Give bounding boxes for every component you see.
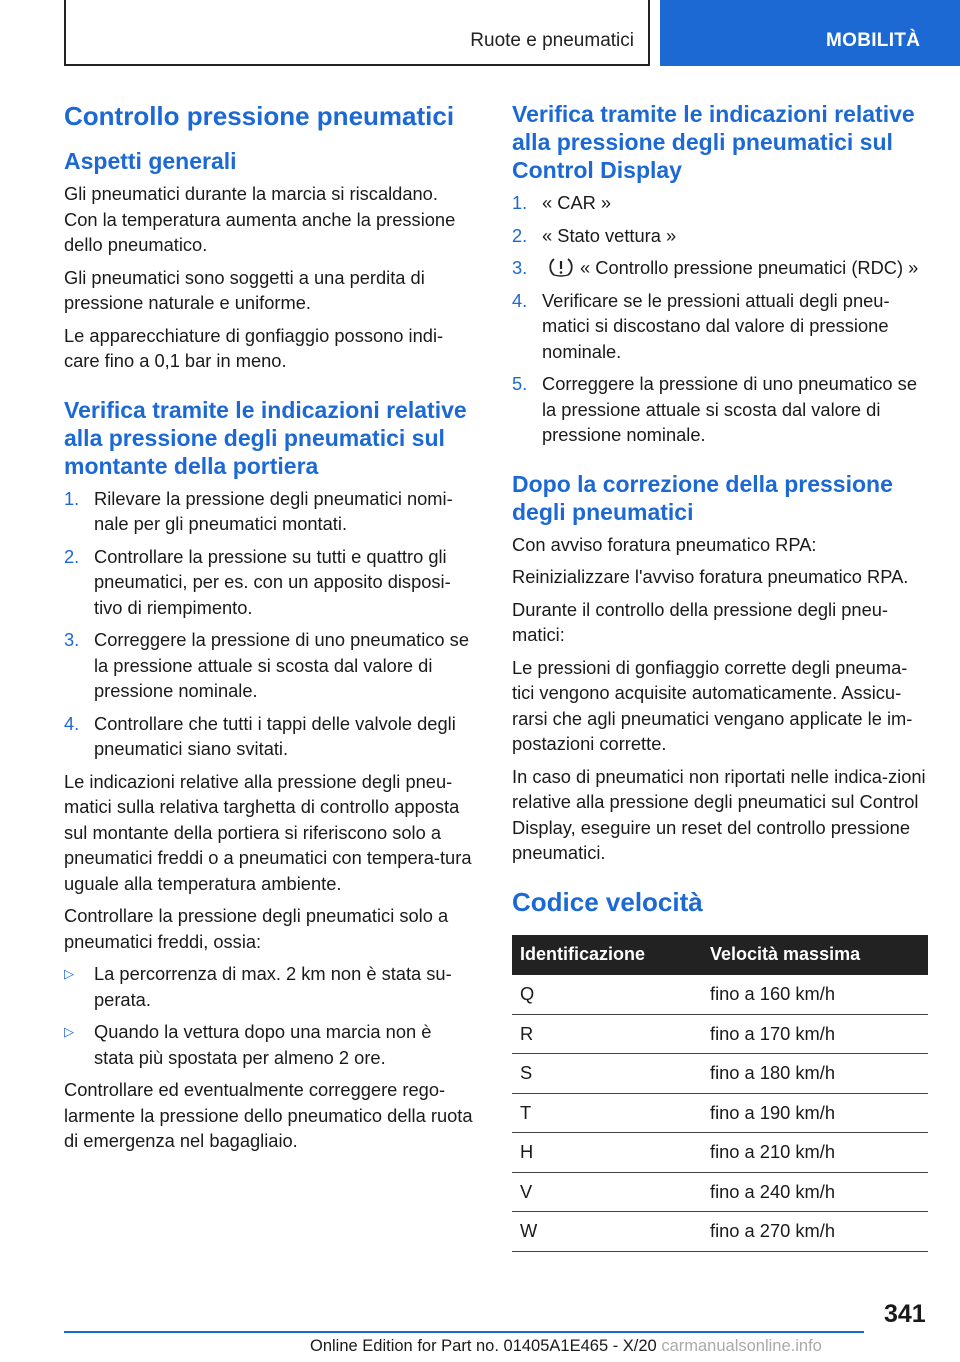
speed-code: R: [512, 1014, 702, 1054]
after-paragraph-5: In caso di pneumatici non riportati nelle indica-zioni relative alla pressione degli pneumatici sul Control Display, eseguire un reset del controllo pressione pneumatici.: [512, 765, 926, 863]
max-speed: fino a 160 km/h: [702, 975, 928, 1015]
max-speed: fino a 180 km/h: [702, 1054, 928, 1094]
speed-code: H: [512, 1133, 702, 1173]
page-title: Controllo pressione pneumatici: [64, 101, 455, 131]
footer-watermark: carmanualsonline.info: [661, 1337, 822, 1355]
list-item: [64, 1019, 476, 1070]
max-speed: fino a 270 km/h: [702, 1212, 928, 1252]
door-paragraph-3: Controllare ed eventualmente correggere rego-larmente la pressione dello pneumatico della ruota di emergenza nel bagagliaio.: [64, 1079, 473, 1151]
step-number: 2.: [64, 545, 80, 567]
list-item: [64, 711, 476, 762]
step-text: Rilevare la pressione degli pneumatici nomi-nale per gli pneumatici montati.: [94, 487, 453, 534]
column-header-identification: Identificazione: [512, 935, 702, 975]
step-number: 5.: [512, 373, 528, 394]
table-row: [512, 1014, 928, 1054]
table-header-row: [512, 935, 928, 975]
speed-code: S: [512, 1054, 702, 1094]
list-item: [64, 627, 476, 704]
max-speed: fino a 210 km/h: [702, 1133, 928, 1173]
door-paragraph-1: Le indicazioni relative alla pressione degli pneu-matici sulla relativa targhetta di controllo apposta sul montante della portiera si riferiscono solo a pneumatici freddi o a pneumatici con tempera-tura uguale alla temperatura ambiente.: [64, 770, 472, 894]
list-item: [512, 255, 928, 281]
step-number: 2.: [512, 224, 528, 246]
bullet-text: Quando la vettura dopo una marcia non è stata più spostata per almeno 2 ore.: [94, 1021, 432, 1068]
bullet-text: La percorrenza di max. 2 km non è stata su-perata.: [94, 963, 452, 1010]
step-text: « Stato vettura »: [542, 224, 677, 246]
speed-code-heading: Codice velocità: [512, 886, 703, 917]
header-chapter-tab: [660, 0, 960, 66]
table-row: [512, 1054, 928, 1094]
display-heading: Verifica tramite le indicazioni relative alla pressione degli pneumatici sul Control Display: [512, 101, 915, 183]
step-text: Correggere la pressione di uno pneumatico se la pressione attuale si scosta dal valore di pressione nominale.: [542, 373, 917, 445]
general-paragraph-2: Gli pneumatici sono soggetti a una perdita di pressione naturale e uniforme.: [64, 266, 425, 313]
footer-edition-line: [310, 1337, 822, 1356]
list-item: [64, 961, 476, 1012]
list-item: [512, 288, 928, 365]
list-item: [512, 223, 928, 249]
footer-divider: [64, 1331, 864, 1333]
display-steps-list: [512, 190, 928, 448]
max-speed: fino a 240 km/h: [702, 1172, 928, 1212]
door-paragraph-2: Controllare la pressione degli pneumatici solo a pneumatici freddi, ossia:: [64, 905, 449, 952]
left-column: [64, 100, 476, 1161]
step-text: « CAR »: [542, 192, 612, 213]
list-item: [512, 190, 928, 216]
speed-code: W: [512, 1212, 702, 1252]
table-row: [512, 1093, 928, 1133]
step-text: Correggere la pressione di uno pneumatico se la pressione attuale si scosta dal valore di pressione nominale.: [94, 629, 469, 701]
list-item: [64, 544, 476, 621]
speed-code: Q: [512, 975, 702, 1015]
step-number: 3.: [64, 629, 80, 650]
after-paragraph-3: Durante il controllo della pressione degli pneu-matici:: [512, 598, 889, 645]
general-paragraph-3: Le apparecchiature di gonfiaggio possono indi-care fino a 0,1 bar in meno.: [64, 324, 444, 371]
footer-edition: Online Edition for Part no. 01405A1E465 - X/20: [310, 1337, 657, 1355]
door-steps-list: [64, 486, 476, 762]
speed-code: T: [512, 1093, 702, 1133]
step-number: 4.: [512, 289, 528, 311]
after-paragraph-2: Reinizializzare l'avviso foratura pneumatico RPA.: [512, 566, 909, 587]
general-heading: Aspetti generali: [64, 148, 237, 174]
general-paragraph-1: Gli pneumatici durante la marcia si riscaldano. Con la temperatura aumenta anche la pressione dello pneumatico.: [64, 183, 456, 255]
speed-code-table: [512, 935, 928, 1252]
header-chapter-title: MOBILITÀ: [826, 30, 921, 51]
step-text: Verificare se le pressioni attuali degli pneu-matici si discostano dal valore di pressione nominale.: [542, 289, 890, 362]
max-speed: fino a 170 km/h: [702, 1014, 928, 1054]
after-paragraph-1: Con avviso foratura pneumatico RPA:: [512, 533, 817, 555]
table-row: [512, 1172, 928, 1212]
max-speed: fino a 190 km/h: [702, 1093, 928, 1133]
page-number: 341: [884, 1300, 926, 1328]
step-number: 1.: [64, 487, 80, 509]
header-frame: [64, 0, 650, 66]
door-heading: Verifica tramite le indicazioni relative alla pressione degli pneumatici sul montante della portiera: [64, 396, 467, 479]
tire-pressure-warning-icon: [548, 257, 574, 277]
list-item: [64, 486, 476, 537]
step-number: 4.: [64, 712, 80, 734]
after-heading: Dopo la correzione della pressione degli pneumatici: [512, 470, 893, 525]
table-row: [512, 975, 928, 1015]
table-row: [512, 1212, 928, 1252]
list-item: [512, 371, 928, 448]
column-header-max-speed: Velocità massima: [702, 935, 928, 975]
speed-code: V: [512, 1172, 702, 1212]
step-text: Controllare che tutti i tappi delle valvole degli pneumatici siano svitati.: [94, 712, 456, 759]
header-section-title: Ruote e pneumatici: [470, 30, 634, 51]
step-text: « Controllo pressione pneumatici (RDC) »: [580, 257, 919, 278]
step-number: 1.: [512, 192, 528, 213]
door-bullets-list: [64, 961, 476, 1070]
right-column: [512, 100, 928, 1252]
step-number: 3.: [512, 257, 528, 278]
table-row: [512, 1133, 928, 1173]
triangle-bullet-icon: ▷: [64, 966, 74, 981]
after-paragraph-4: Le pressioni di gonfiaggio corrette degli pneuma-tici vengono acquisite automaticamente. Assicu-rarsi che agli pneumatici vengano applicate le im-postazioni corrette.: [512, 656, 913, 754]
triangle-bullet-icon: ▷: [64, 1024, 74, 1039]
step-text: Controllare la pressione su tutti e quattro gli pneumatici, per es. con un apposito disposi-tivo di riempimento.: [94, 545, 451, 618]
